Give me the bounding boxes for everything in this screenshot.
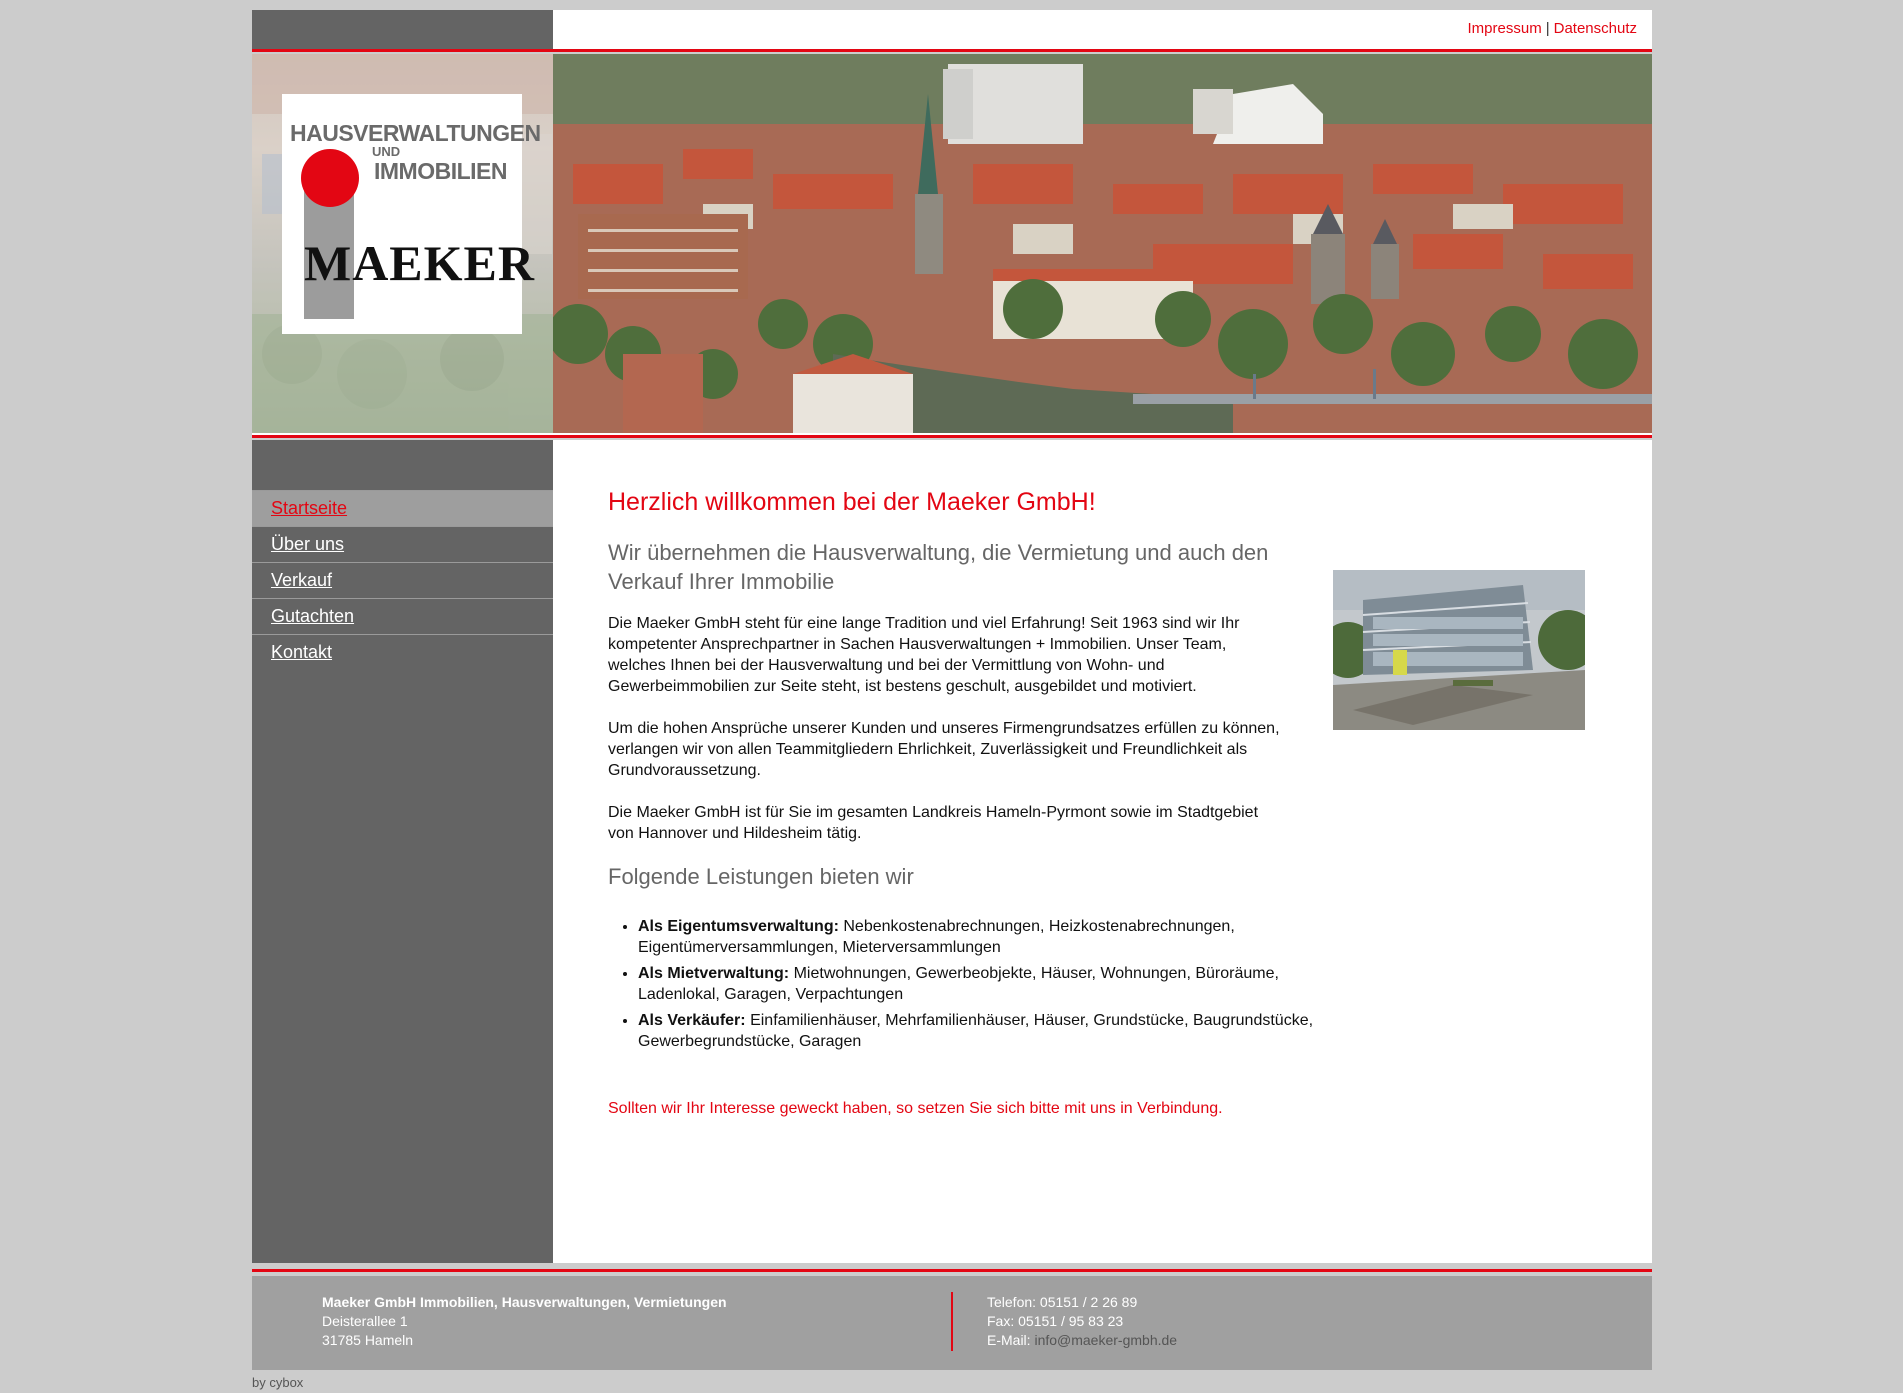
city-panorama-image [553,54,1652,433]
services-list [608,916,1318,1057]
nav-item-kontakt[interactable]: Kontakt [252,634,553,670]
impressum-link[interactable]: Impressum [1467,20,1542,37]
office-building-drawing [1333,570,1585,730]
footer-email-label: E-Mail: [987,1332,1031,1348]
top-bar-left [252,10,553,49]
main-content [553,440,1652,1263]
page-subtitle: Wir übernehmen die Hausverwaltung, die Vermietung und auch den Verkauf Ihrer Immobilie [608,540,1269,594]
service-label: Als Eigentumsverwaltung: [638,918,839,935]
list-item [638,1010,1318,1052]
region-paragraph: Die Maeker GmbH ist für Sie im gesamten Landkreis Hameln-Pyrmont sowie im Stadtgebiet von Hannover und Hildesheim tätig. [608,804,1259,842]
top-bar-right [553,10,1652,49]
list-item [638,963,1318,1005]
footer-address [322,1293,727,1350]
hero-red-line [252,435,1652,438]
service-text: Einfamilienhäuser, Mehrfamilienhäuser, Häuser, Grundstücke, Baugrundstücke, Gewerbegrundstücke, Garagen [638,1012,1314,1050]
service-text: Mietwohnungen, Gewerbeobjekte, Häuser, Wohnungen, Büroräume, Ladenlokal, Garagen, Verpachtungen [638,965,1279,1003]
footer-city: 31785 Hameln [322,1332,414,1348]
contact-call-to-action: Sollten wir Ihr Interesse geweckt haben, so setzen Sie sich bitte mit uns in Verbindung. [608,1100,1223,1117]
standards-paragraph: Um die hohen Ansprüche unserer Kunden und unseres Firmengrundsatzes erfüllen zu können, verlangen wir von allen Teammitgliedern Ehrlichkeit, Zuverlässigkeit und Freundlichkeit als Grundvoraussetzung. [608,720,1280,779]
logo-line-hausverwaltungen: HAUSVERWALTUNGEN [290,120,541,146]
meta-links [1468,20,1637,37]
services-title: Folgende Leistungen bieten wir [608,864,914,889]
nav-item-startseite[interactable]: Startseite [252,490,553,526]
company-logo[interactable] [282,94,541,334]
list-item [638,916,1318,958]
page-title: Herzlich willkommen bei der Maeker GmbH! [608,488,1096,516]
logo-line-und: UND [372,144,401,159]
nav-item-ueber-uns[interactable]: Über uns [252,526,553,562]
logo-line-immobilien: IMMOBILIEN [374,158,507,184]
intro-paragraph: Die Maeker GmbH steht für eine lange Tradition und viel Erfahrung! Seit 1963 sind wir Ihr kompetenter Ansprechpartner in Sachen Hausverwaltungen + Immobilien. Unser Team, welches Ihnen bei der Hausverwaltung und bei der Vermittlung von Wohn- und Gewerbeimmobilien zur Seite steht, ist bestens geschult, ausgebildet und motiviert. [608,615,1240,695]
service-label: Als Mietverwaltung: [638,965,790,982]
credit-link[interactable]: by cybox [252,1375,304,1390]
office-building-image [1333,570,1585,730]
footer [252,1276,1652,1370]
footer-gap-line [252,1272,1652,1274]
footer-divider [951,1292,953,1351]
footer-company-name: Maeker GmbH Immobilien, Hausverwaltungen, Vermietungen [322,1294,727,1310]
city-panorama-drawing [553,54,1652,433]
link-separator: | [1545,20,1550,37]
footer-phone: Telefon: 05151 / 2 26 89 [987,1294,1138,1310]
service-label: Als Verkäufer: [638,1012,746,1029]
footer-email-link[interactable]: info@maeker-gmbh.de [1034,1332,1178,1348]
footer-fax: Fax: 05151 / 95 83 23 [987,1313,1124,1329]
logo-brand-maeker: MAEKER [304,235,535,291]
logo-red-dot [301,149,359,207]
header-red-line [252,49,1652,52]
nav-item-gutachten[interactable]: Gutachten [252,598,553,634]
service-text: Nebenkostenabrechnungen, Heizkostenabrechnungen, Eigentümerversammlungen, Mieterversammlungen [638,918,1235,956]
nav-item-verkauf[interactable]: Verkauf [252,562,553,598]
sidebar [252,440,553,1263]
logo-area [252,54,553,433]
footer-street: Deisterallee 1 [322,1313,408,1329]
top-bar [252,10,1652,49]
footer-email-row [987,1331,1177,1350]
footer-contact [987,1293,1177,1350]
header-banner [252,54,1652,433]
page-wrapper [252,10,1652,1390]
main-navigation [252,490,553,670]
datenschutz-link[interactable]: Datenschutz [1553,20,1637,37]
